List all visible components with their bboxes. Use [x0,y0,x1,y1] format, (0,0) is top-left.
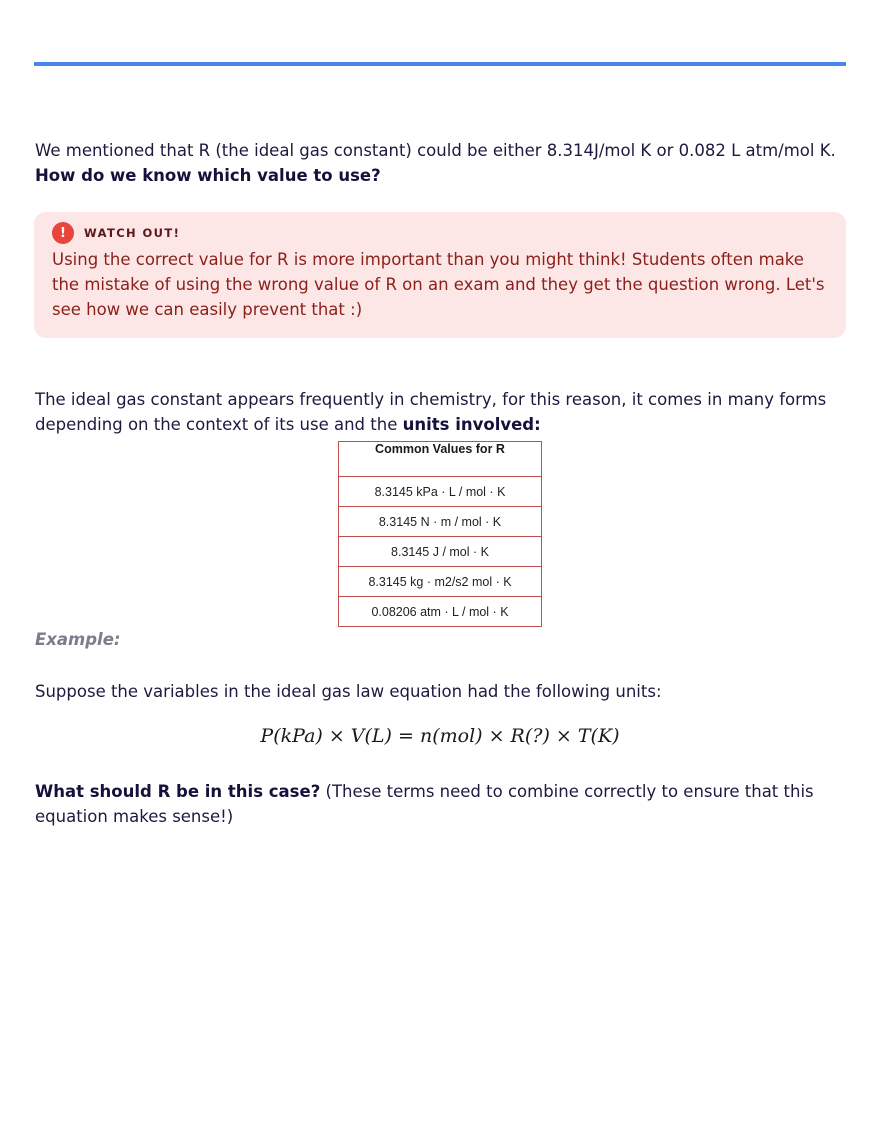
question-bold: What should R be in this case? [35,782,321,801]
example-label: Example: [35,630,121,649]
suppose-paragraph: Suppose the variables in the ideal gas law equation had the following units: [35,682,662,701]
table-row: 8.3145 kg · m2/s2 mol · K [339,567,542,597]
watch-out-callout [34,212,846,338]
intro-question: How do we know which value to use? [35,166,381,185]
callout-title: WATCH OUT! [84,226,181,240]
table-row: 8.3145 J / mol · K [339,537,542,567]
callout-body: Using the correct value for R is more important than you might think! Students often make the mistake of using the wrong value of R on an exam and they get the question wrong. Let's see how we can easily prevent that :) [52,250,825,319]
units-involved-label: units involved: [402,415,541,434]
table-row: 8.3145 N · m / mol · K [339,507,542,537]
question-text: (These terms need to combine correctly to ensure that this equation makes sense!) [35,782,814,826]
question-paragraph [35,779,845,829]
r-values-table [338,441,542,627]
table-row: 8.3145 kPa · L / mol · K [339,477,542,507]
top-divider [34,62,846,66]
table-header: Common Values for R [339,442,542,477]
callout-header [52,222,828,244]
ideal-gas-paragraph [35,387,845,437]
intro-text: We mentioned that R (the ideal gas constant) could be either 8.314J/mol K or 0.082 L atm/mol K. [35,141,836,160]
intro-paragraph [35,138,845,188]
table-row: 0.08206 atm · L / mol · K [339,597,542,627]
ideal-gas-equation: P(kPa) × V(L) = n(mol) × R(?) × T(K) [260,725,620,747]
ideal-gas-text: The ideal gas constant appears frequently in chemistry, for this reason, it comes in many forms depending on the context of its use and the [35,390,827,434]
exclamation-icon: ! [52,222,74,244]
